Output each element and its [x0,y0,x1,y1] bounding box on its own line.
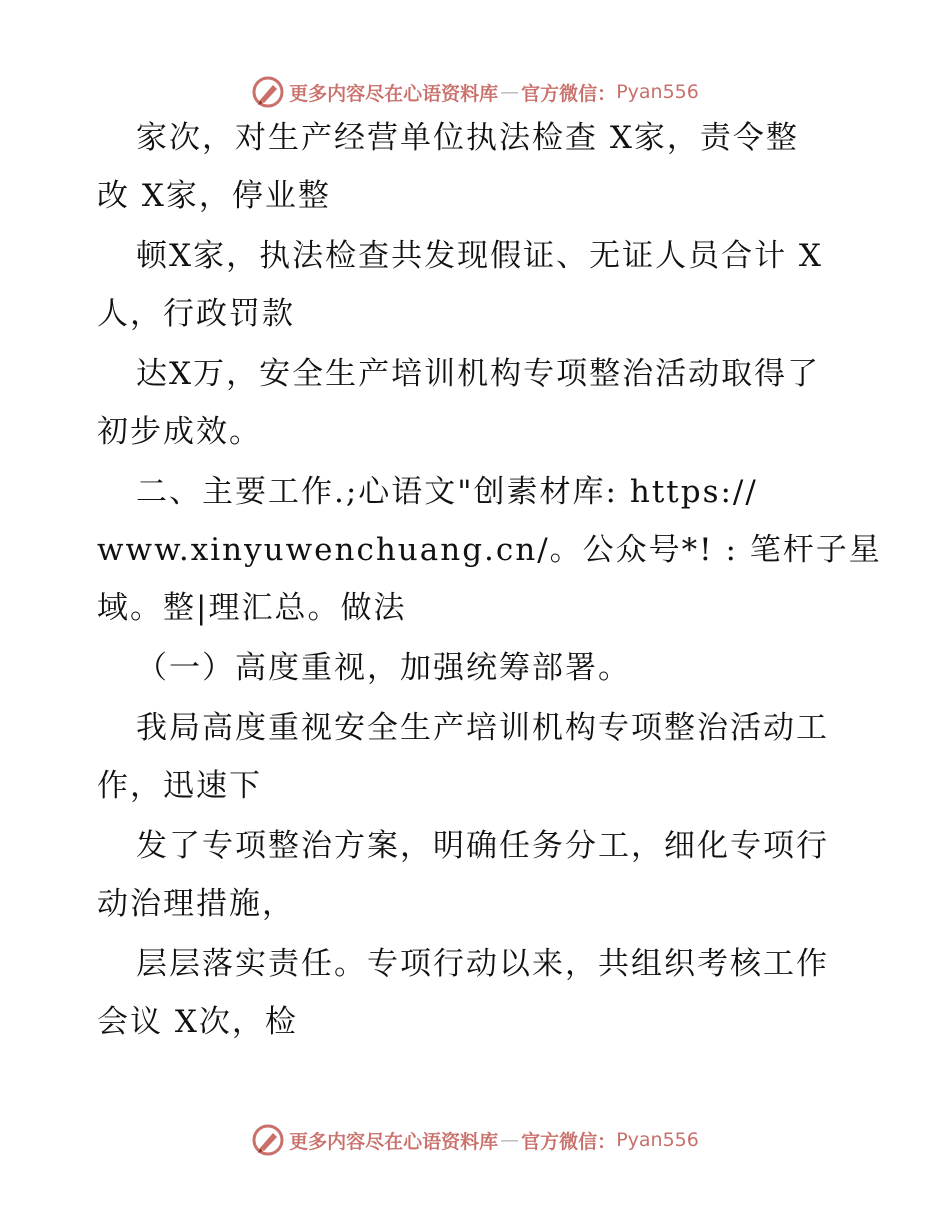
header-watermark [0,72,950,112]
body-line: 层层落实责任。专项行动以来，共组织考核工作 [136,946,829,982]
body-line: 改 X家，停业整 [97,178,331,214]
body-line: 动治理措施， [97,886,295,922]
pen-logo-icon [251,1123,285,1157]
watermark-wechat: Pyan556 [616,1129,699,1151]
body-line: 域。整|理汇总。做法 [97,590,407,626]
section-heading: （一）高度重视，加强统筹部署。 [136,650,631,686]
body-line: 人，行政罚款 [97,296,295,332]
body-line: www.xinyuwenchuang.cn/。公众号*! : 笔杆子星 [97,532,882,568]
body-line: 会议 X次，检 [97,1004,298,1040]
watermark-label: 官方微信： [521,1130,617,1153]
body-line: 家次，对生产经营单位执法检查 X家，责令整 [136,120,799,156]
pen-logo-icon [251,75,285,109]
body-line: 二、主要工作.;心语文"创素材库: https:// [136,474,758,510]
watermark-label: 官方微信： [521,82,617,105]
body-line: 我局高度重视安全生产培训机构专项整治活动工 [136,710,829,746]
watermark-separator: — [500,81,520,103]
body-line: 初步成效。 [97,414,262,450]
watermark-wechat: Pyan556 [616,81,699,103]
watermark-main-text: 更多内容尽在心语资料库 [289,82,499,105]
body-line: 顿X家，执法检查共发现假证、无证人员合计 X [136,238,823,274]
watermark-separator: — [500,1129,520,1151]
body-line: 达X万，安全生产培训机构专项整治活动取得了 [136,356,821,392]
body-line: 作，迅速下 [97,768,262,804]
footer-watermark [0,1120,950,1160]
body-line: 发了专项整治方案，明确任务分工，细化专项行 [136,828,829,864]
watermark-main-text: 更多内容尽在心语资料库 [289,1130,499,1153]
